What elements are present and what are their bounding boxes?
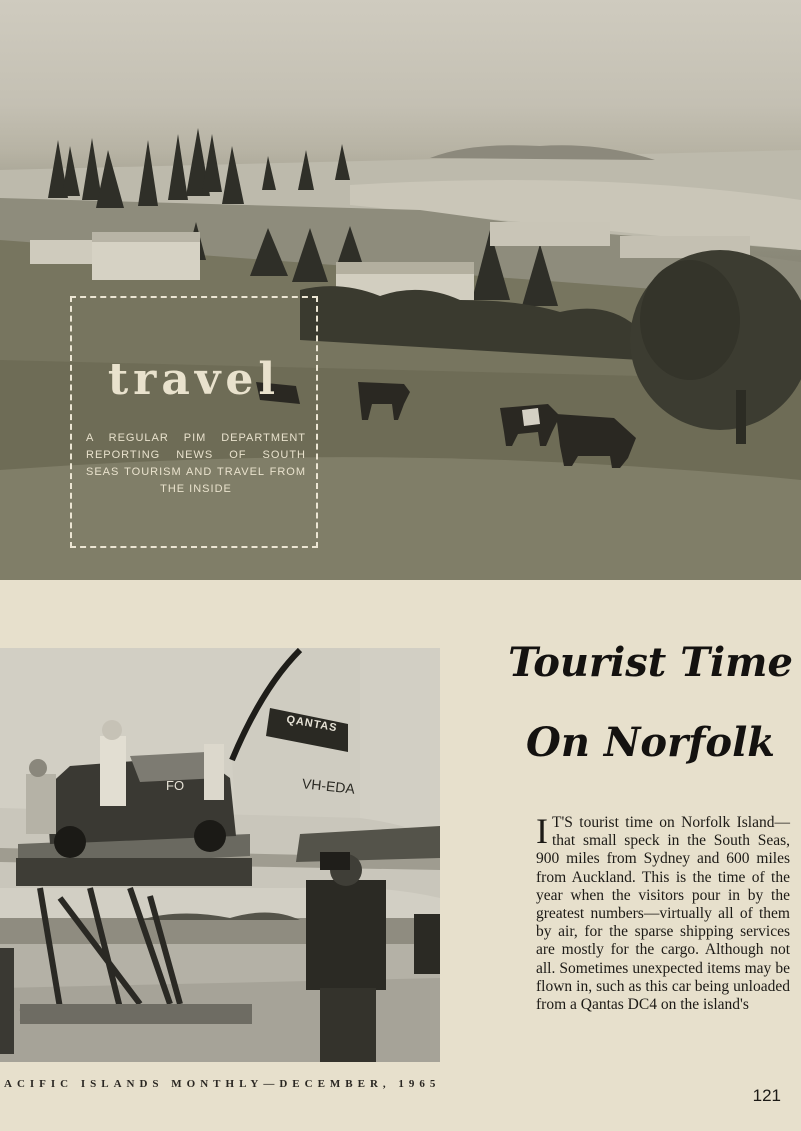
body-paragraph: tourist time on Norfolk Island—that small speck in the South Seas, 900 miles from Sydney and 600 miles from Auckland. This is the time of the year when the visitors pour in by the greatest numbers—virtually all of them by air, for the sparse shipping services are mostly for the cargo. Although not all. Sometimes unexpected items may be flown in, such as this car being unloaded from a Qantas DC4 on the island's xyxy=(536,814,790,1014)
plane-photo xyxy=(0,648,440,1062)
headline-line-1: Tourist Time xyxy=(508,639,793,686)
page-number: 121 xyxy=(752,1086,781,1105)
running-footer: ACIFIC ISLANDS MONTHLY—DECEMBER, 1965 xyxy=(4,1078,441,1090)
registration-label: VH-EDA xyxy=(301,775,356,797)
section-description: A REGULAR PIM DEPARTMENT REPORTING NEWS OF SOUTH SEAS TOURISM AND TRAVEL FROM THE INSIDE xyxy=(86,432,306,495)
travel-section-box xyxy=(70,296,318,548)
airline-label: QANTAS xyxy=(285,713,339,735)
drop-cap: I xyxy=(536,811,548,851)
article-headline xyxy=(500,622,801,782)
plane-photo-art xyxy=(0,648,440,1062)
headline-line-2: On Norfolk xyxy=(526,719,775,766)
first-word: T'S xyxy=(552,814,573,831)
section-title: travel xyxy=(107,354,281,405)
car-marking: FO xyxy=(166,778,185,793)
article-body xyxy=(536,811,790,1014)
